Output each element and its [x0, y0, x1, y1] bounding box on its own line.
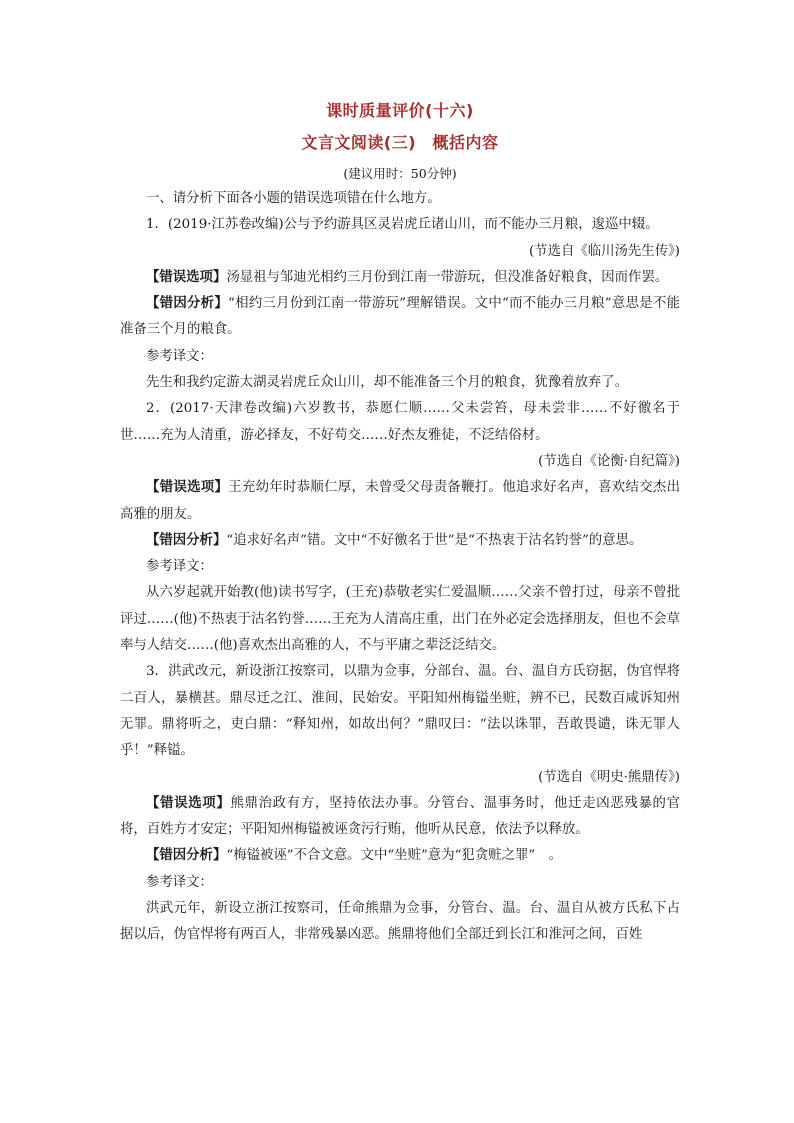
q2-translation: 从六岁起就开始教(他)读书写字，(王充)恭敬老实仁爱温顺……父亲不曾打过，母亲不曾批评过……(他)不热衷于沽名钓誉……王充为人清高庄重，出门在外必定会选择朋友，但也不会草率与人结交……(他)喜欢杰出高雅的人，不与平庸之辈泛泛结交。: [120, 585, 680, 654]
q3-wrong-option: [120, 791, 680, 844]
q1-reason: [120, 291, 680, 344]
q1-wrong-label: 【错误选项】: [146, 269, 227, 285]
q2-ref-label: 参考译文：: [146, 559, 213, 575]
q3-ref-label: 参考译文：: [146, 874, 213, 890]
q3-reason-label: 【错因分析】: [146, 848, 227, 864]
q3-reason: [120, 843, 680, 869]
q1-text: 1．(2019·江苏卷改编)公与予约游具区灵岩虎丘诸山川，而不能办三月粮，逡巡中辍。: [146, 217, 659, 233]
q2-wrong-text: 王充幼年时恭顺仁厚，未曾受父母责备鞭打。他追求好名声，喜欢结交杰出高雅的朋友。: [120, 480, 680, 522]
q1-reason-text: “相约三月份到江南一带游玩”理解错误。文中“而不能办三月粮”意思是不能准备三个月的粮食。: [120, 296, 681, 338]
q1-reason-label: 【错因分析】: [146, 296, 229, 312]
q3-reason-text: “梅镒被诬”不合文意。文中“坐赃”意为“犯贪赃之罪” 。: [226, 848, 563, 864]
q1-wrong-option: [120, 265, 680, 291]
q2-text: 2．(2017·天津卷改编)六岁教书，恭愿仁顺……父未尝笞，母未尝非……不好徼名于世……充为人清重，游必择友，不好苟交……好杰友雅徒，不泛结俗材。: [120, 401, 680, 443]
document-page: [120, 96, 680, 949]
q3-wrong-label: 【错误选项】: [146, 795, 231, 811]
q3-translation: 洪武元年，新设立浙江按察司，任命熊鼎为佥事，分管台、温。台、温自从被方氏私下占据以后，伪官悍将有两百人，非常残暴凶恶。熊鼎将他们全部迁到长江和淮河之间，百姓: [120, 901, 680, 943]
q2-source: (节选自《论衡·自纪篇》): [538, 453, 680, 469]
q2-wrong-label: 【错误选项】: [146, 480, 229, 496]
q1-translation: 先生和我约定游太湖灵岩虎丘众山川，却不能准备三个月的粮食，犹豫着放弃了。: [146, 375, 629, 391]
q3-wrong-text: 熊鼎治政有方，坚持依法办事。分管台、温事务时，他迁走凶恶残暴的官将，百姓方才安定；平阳知州梅镒被诬贪污行贿，他听从民意，依法予以释放。: [120, 795, 681, 838]
q1-source: (节选自《临川汤先生传》): [528, 243, 680, 259]
page-subtitle: 文言文阅读(三) 概括内容: [301, 133, 499, 152]
q2-reason-text: “追求好名声”错。文中“不好徼名于世”是“不热衷于沽名钓誉”的意思。: [226, 532, 643, 548]
q3-text: 3．洪武改元，新设浙江按察司，以鼎为佥事，分部台、温。台、温自方氏窃据，伪官悍将二百人，暴横甚。鼎尽迁之江、淮间，民始安。平阳知州梅镒坐赃，辨不已，民数百咸诉知州无罪。鼎将听之，吏白鼎：“释知州，如故出何？”鼎叹曰：“法以诛罪，吾敢畏谴，诛无罪人乎！”释镒。: [120, 664, 680, 759]
q2-reason-label: 【错因分析】: [146, 532, 227, 548]
q2-reason: [120, 528, 680, 554]
q1-ref-label: 参考译文：: [146, 348, 213, 364]
section-heading: 一、请分析下面各小题的错误选项错在什么地方。: [146, 191, 441, 206]
q1-wrong-text: 汤显祖与邹迪光相约三月份到江南一带游玩，但没准备好粮食，因而作罢。: [226, 269, 669, 285]
time-hint: (建议用时：50分钟): [343, 166, 457, 181]
q2-wrong-option: [120, 475, 680, 528]
page-title: 课时质量评价(十六): [326, 101, 474, 120]
q3-source: (节选自《明史·熊鼎传》): [538, 769, 680, 785]
